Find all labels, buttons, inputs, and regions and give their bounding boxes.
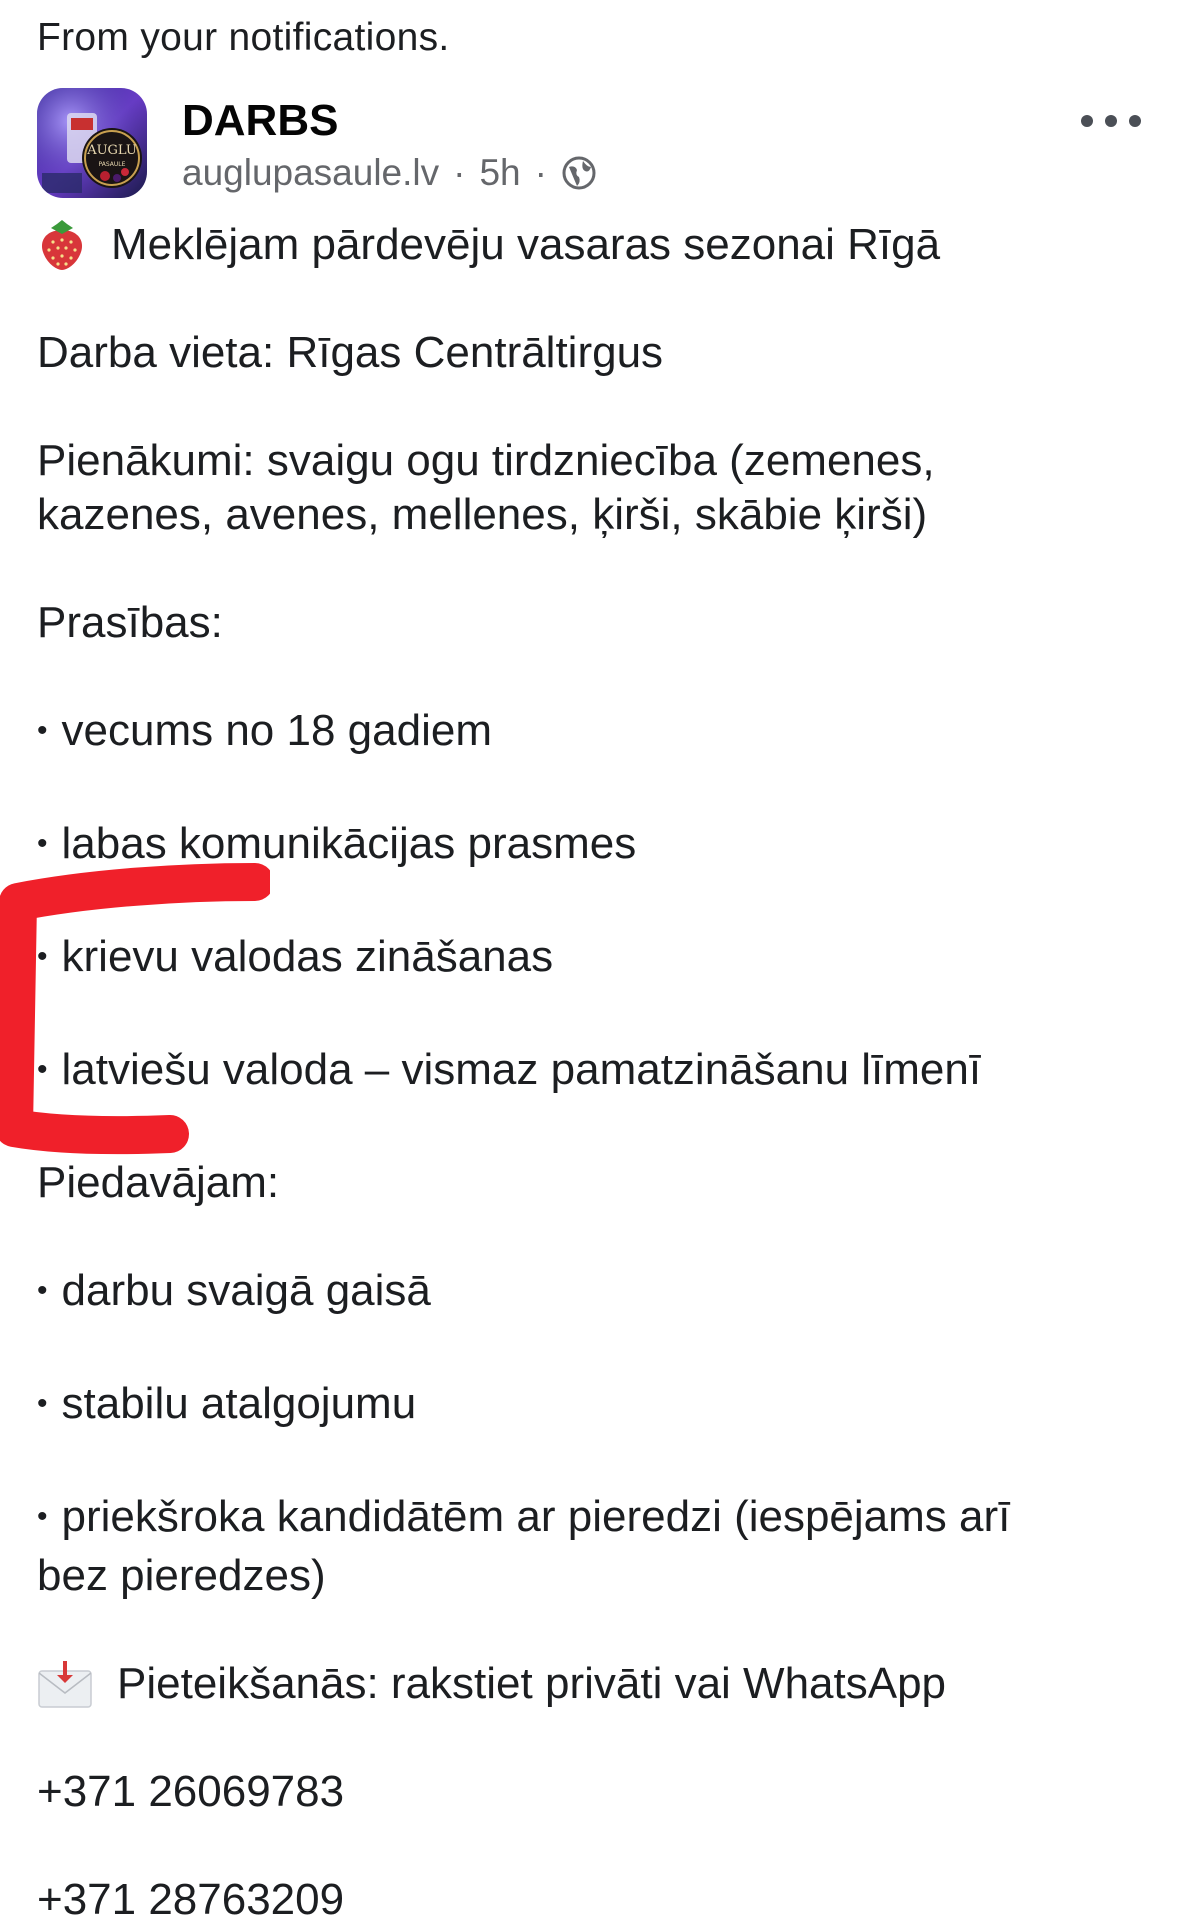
post-title-line bbox=[37, 218, 1137, 272]
post-time[interactable]: 5h bbox=[479, 152, 521, 193]
requirement-item: • krievu valodas zināšanas bbox=[37, 932, 554, 981]
offer-heading: Piedavājam: bbox=[37, 1158, 280, 1207]
post-body bbox=[37, 218, 1137, 1927]
offer-item: • stabilu atalgojumu bbox=[37, 1379, 417, 1428]
more-dot-icon bbox=[1105, 115, 1117, 127]
more-options-button[interactable] bbox=[1081, 106, 1141, 136]
more-dot-icon bbox=[1129, 115, 1141, 127]
globe-icon bbox=[561, 155, 597, 191]
requirement-item: • vecums no 18 gadiem bbox=[37, 706, 492, 755]
page-name-link[interactable]: DARBS bbox=[182, 96, 339, 145]
strawberry-icon bbox=[37, 218, 111, 272]
post-header bbox=[37, 88, 1141, 198]
offer-item-continuation: bez pieredzes) bbox=[37, 1551, 326, 1600]
duties-text-line2: kazenes, avenes, mellenes, ķirši, skābie ķirši) bbox=[37, 490, 928, 539]
envelope-icon bbox=[37, 1659, 117, 1709]
more-dot-icon bbox=[1081, 115, 1093, 127]
page-avatar[interactable] bbox=[37, 88, 147, 198]
post-meta bbox=[182, 152, 597, 194]
svg-text:PASAULE: PASAULE bbox=[98, 161, 126, 168]
offer-item: • priekšroka kandidātēm ar pieredzi (iespējams arī bbox=[37, 1492, 1011, 1541]
meta-separator: · bbox=[453, 152, 466, 193]
apply-line bbox=[37, 1657, 1137, 1711]
workplace-text: Darba vieta: Rīgas Centrāltirgus bbox=[37, 328, 664, 377]
meta-separator: · bbox=[534, 152, 547, 193]
notification-source-label: From your notifications. bbox=[37, 16, 450, 59]
offer-item: • darbu svaigā gaisā bbox=[37, 1266, 431, 1315]
requirement-item: • latviešu valoda – vismaz pamatzināšanu līmenī bbox=[37, 1045, 982, 1094]
post-title: Meklējam pārdevēju vasaras sezonai Rīgā bbox=[111, 220, 941, 269]
phone-number[interactable]: +371 26069783 bbox=[37, 1767, 345, 1816]
apply-text: Pieteikšanās: rakstiet privāti vai WhatsApp bbox=[117, 1659, 947, 1708]
svg-text:AUGLU: AUGLU bbox=[87, 143, 137, 158]
requirement-item: • labas komunikācijas prasmes bbox=[37, 819, 637, 868]
page-domain[interactable]: auglupasaule.lv bbox=[182, 152, 440, 193]
requirements-heading: Prasības: bbox=[37, 598, 223, 647]
phone-number[interactable]: +371 28763209 bbox=[37, 1875, 345, 1924]
duties-text-line1: Pienākumi: svaigu ogu tirdzniecība (zemenes, bbox=[37, 436, 935, 485]
